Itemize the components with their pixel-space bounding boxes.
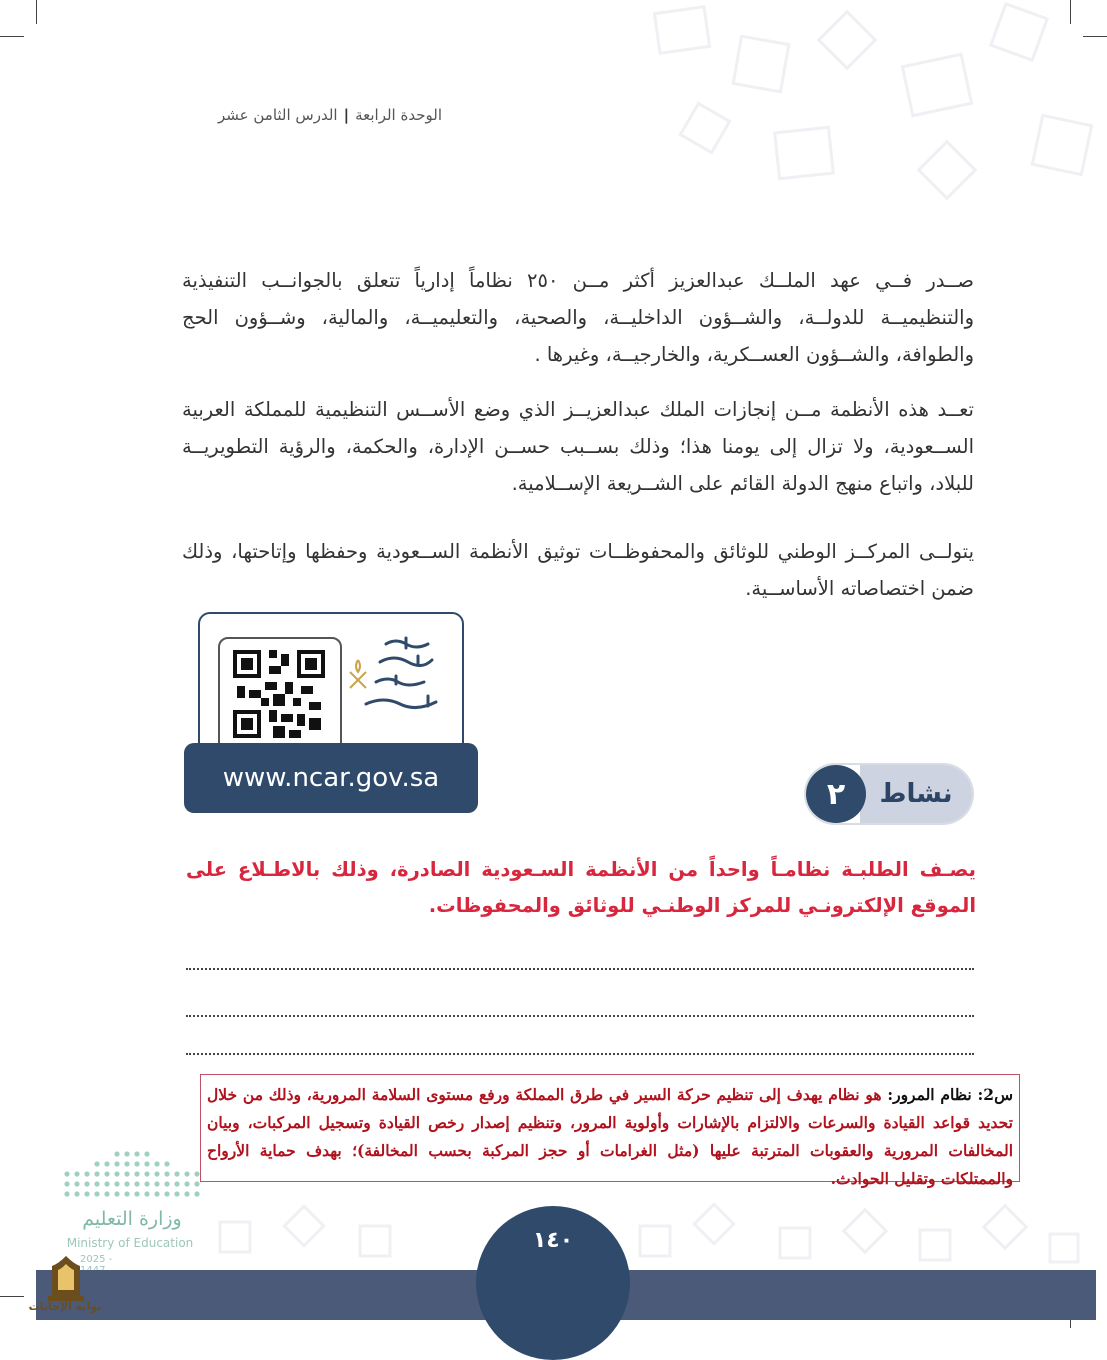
- ministry-name-ar: وزارة التعليم: [82, 1208, 182, 1230]
- ministry-years: 2025 -: [80, 1254, 113, 1265]
- ncar-logo-icon: [346, 630, 454, 730]
- answer-box: [200, 1074, 1020, 1188]
- lantern-logo-icon: [40, 1254, 92, 1304]
- crop-mark: [0, 36, 24, 37]
- answer-line-1[interactable]: [186, 968, 974, 970]
- answer-text: [207, 1081, 1013, 1193]
- site-name: بوابة الإجابات: [28, 1300, 102, 1313]
- answer-lead: س2: نظام المرور:: [887, 1085, 1013, 1104]
- body-paragraph-2: تعــد هذه الأنظمة مــن إنجازات الملك عبدالعزيــز الذي وضع الأســس التنظيمية للمملكة العربية الســعودية، ولا تزال إلى يومنا هذا؛ وذلك بســبب حســن الإدارة، والحكمة، والرؤية التطويريــة للبلاد، واتباع منهج الدولة القائم على الشــريعة الإســلامية.: [182, 398, 974, 495]
- unit-title: الوحدة الرابعة: [355, 106, 442, 124]
- activity-instruction: يصـف الطلبـة نظامـاً واحداً من الأنظمة السـعودية الصادرة، وذلك بالاطـلاع على الموقع الإلكترونـي للمركز الوطنـي للوثائق والمحفوظات.: [186, 858, 976, 917]
- answer-line-3[interactable]: [186, 1053, 974, 1055]
- page-number: ١٤٠: [532, 1228, 574, 1253]
- activity-number: ٢: [806, 765, 866, 823]
- footer-pattern: [200, 1192, 1100, 1272]
- qr-code-icon[interactable]: [233, 650, 325, 738]
- website-url-link[interactable]: www.ncar.gov.sa: [184, 743, 478, 813]
- activity-label: نشاط: [860, 765, 972, 823]
- answer-body: هو نظام يهدف إلى تنظيم حركة السير في طرق المملكة ورفع مستوى السلامة المرورية، وذلك من خلال تحديد قواعد القيادة والسرعات والالتزام بالإشارات وأولوية المرور، وتنظيم إصدار رخص القيادة وتسجيل المركبات، وبيان المخالفات المرورية والعقوبات المترتبة عليها (مثل الغرامات أو حجز المركبة بحسب المخالفة)؛ بهدف حماية الأرواح والممتلكات وتقليل الحوادث.: [207, 1085, 1013, 1188]
- running-header: [180, 106, 442, 124]
- body-paragraph-1: صــدر فــي عهد الملــك عبدالعزيز أكثر مــن ٢٥٠ نظاماً إدارياً تتعلق بالجوانــب التنفيذية والتنظيميــة للدولــة، والشــؤون الداخليــة، والصحية، والتعليميــة، والمالية، وشــؤون الحج والطوافة، والشــؤون العســكرية، والخارجيــة، وغيرها .: [182, 269, 974, 366]
- background-pattern: [627, 0, 1107, 240]
- ministry-name-en: Ministry of Education: [66, 1236, 194, 1250]
- answer-line-2[interactable]: [186, 1015, 974, 1017]
- crop-mark: [36, 0, 37, 24]
- header-separator: |: [343, 106, 350, 124]
- crop-mark: [0, 1296, 24, 1297]
- lesson-title: الدرس الثامن عشر: [218, 106, 338, 124]
- ministry-logo-icon: [62, 1148, 202, 1200]
- body-paragraph-3: يتولــى المركــز الوطني للوثائق والمحفوظــات توثيق الأنظمة الســعودية وحفظها وإتاحتها، وذلك ضمن اختصاصاته الأساســية.: [182, 540, 974, 600]
